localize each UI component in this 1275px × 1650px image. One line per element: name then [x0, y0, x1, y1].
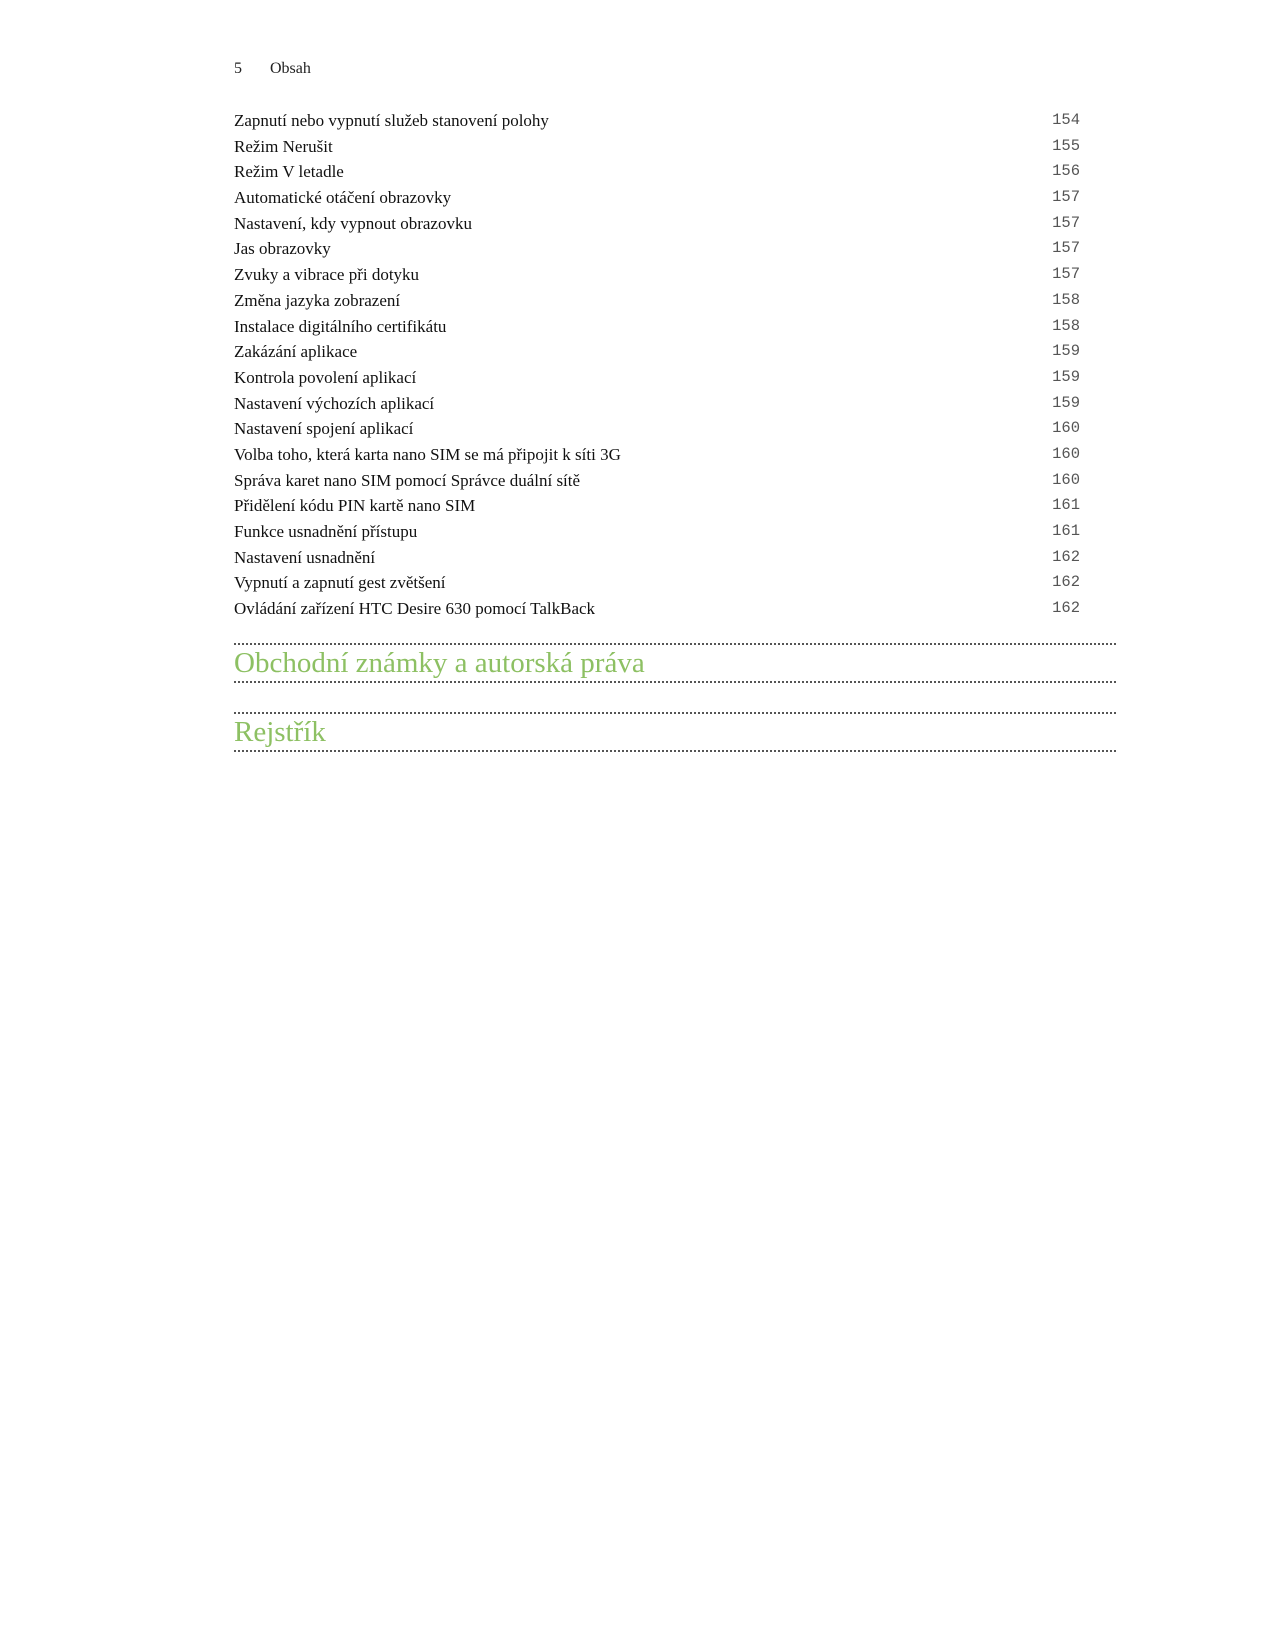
toc-entry-title[interactable]: Vypnutí a zapnutí gest zvětšení — [234, 573, 446, 593]
toc-entry-title[interactable]: Instalace digitálního certifikátu — [234, 316, 447, 336]
toc-entry-page[interactable]: 157 — [1052, 213, 1080, 232]
toc-entry-page[interactable]: 157 — [1052, 239, 1080, 258]
toc-entry-page[interactable]: 158 — [1052, 290, 1080, 309]
toc-entry-page[interactable]: 154 — [1052, 111, 1080, 129]
toc-entry-page[interactable]: 162 — [1052, 573, 1080, 592]
toc-entry-title[interactable]: Přidělení kódu PIN kartě nano SIM — [234, 496, 476, 516]
section-heading-trademarks[interactable]: Obchodní známky a autorská práva — [234, 647, 645, 679]
toc-entry-page[interactable]: 159 — [1052, 393, 1080, 412]
toc-entry-page[interactable]: 162 — [1052, 599, 1080, 618]
toc-entry-title[interactable]: Nastavení výchozích aplikací — [234, 393, 435, 413]
toc-entry[interactable] — [234, 365, 1080, 391]
toc-entry[interactable] — [234, 185, 1080, 211]
toc-entry-title[interactable]: Režim Nerušit — [234, 136, 333, 156]
toc-entry-page[interactable]: 156 — [1052, 162, 1080, 181]
toc-entry-title[interactable]: Zakázání aplikace — [234, 342, 358, 362]
toc-entry-title[interactable]: Zapnutí nebo vypnutí služeb stanovení polohy — [234, 111, 549, 130]
toc-entry-page[interactable]: 159 — [1052, 367, 1080, 386]
toc-entry-title[interactable]: Volba toho, která karta nano SIM se má připojit k síti 3G — [234, 444, 621, 464]
section-trademarks[interactable] — [234, 643, 1116, 683]
toc-entry-page[interactable]: 160 — [1052, 444, 1080, 463]
header-section-title: Obsah — [270, 60, 311, 77]
toc-list — [234, 108, 1080, 622]
toc-entry[interactable] — [234, 468, 1080, 494]
toc-entry[interactable] — [234, 493, 1080, 519]
toc-entry[interactable] — [234, 159, 1080, 185]
toc-entry[interactable] — [234, 262, 1080, 288]
toc-entry[interactable] — [234, 391, 1080, 417]
toc-entry[interactable] — [234, 108, 1080, 134]
toc-entry-page[interactable]: 157 — [1052, 265, 1080, 284]
toc-entry-page[interactable]: 162 — [1052, 547, 1080, 566]
toc-entry[interactable] — [234, 134, 1080, 160]
toc-entry[interactable] — [234, 288, 1080, 314]
toc-entry-title[interactable]: Nastavení, kdy vypnout obrazovku — [234, 213, 472, 233]
toc-entry[interactable] — [234, 416, 1080, 442]
toc-entry-page[interactable]: 159 — [1052, 342, 1080, 361]
toc-entry-page[interactable]: 160 — [1052, 419, 1080, 438]
toc-entry[interactable] — [234, 596, 1080, 622]
toc-entry-title[interactable]: Správa karet nano SIM pomocí Správce duální sítě — [234, 470, 581, 490]
toc-entry-title[interactable]: Kontrola povolení aplikací — [234, 367, 417, 387]
toc-entry[interactable] — [234, 570, 1080, 596]
toc-entry-title[interactable]: Funkce usnadnění přístupu — [234, 522, 418, 541]
toc-entry-page[interactable]: 155 — [1052, 136, 1080, 155]
page-number: 5 — [234, 60, 242, 77]
toc-entry-page[interactable]: 161 — [1052, 496, 1080, 515]
toc-entry-title[interactable]: Jas obrazovky — [234, 239, 331, 259]
toc-entry[interactable] — [234, 442, 1080, 468]
toc-entry-title[interactable]: Automatické otáčení obrazovky — [234, 188, 452, 208]
toc-entry[interactable] — [234, 314, 1080, 340]
toc-entry[interactable] — [234, 519, 1080, 545]
toc-entry-title[interactable]: Ovládání zařízení HTC Desire 630 pomocí TalkBack — [234, 599, 596, 619]
toc-entry-title[interactable]: Nastavení spojení aplikací — [234, 419, 414, 439]
toc-entry[interactable] — [234, 339, 1080, 365]
toc-entry-title[interactable]: Režim V letadle — [234, 162, 344, 182]
section-index[interactable] — [234, 712, 1116, 752]
toc-entry-title[interactable]: Nastavení usnadnění — [234, 547, 376, 567]
toc-entry-title[interactable]: Zvuky a vibrace při dotyku — [234, 265, 420, 285]
toc-entry[interactable] — [234, 211, 1080, 237]
section-heading-index[interactable]: Rejstřík — [234, 716, 326, 748]
toc-entry[interactable] — [234, 236, 1080, 262]
page-header — [234, 60, 311, 78]
toc-entry-title[interactable]: Změna jazyka zobrazení — [234, 290, 401, 310]
toc-entry-page[interactable]: 161 — [1052, 522, 1080, 540]
toc-entry-page[interactable]: 158 — [1052, 316, 1080, 335]
toc-entry-page[interactable]: 157 — [1052, 188, 1080, 207]
toc-entry-page[interactable]: 160 — [1052, 470, 1080, 489]
toc-entry[interactable] — [234, 545, 1080, 571]
